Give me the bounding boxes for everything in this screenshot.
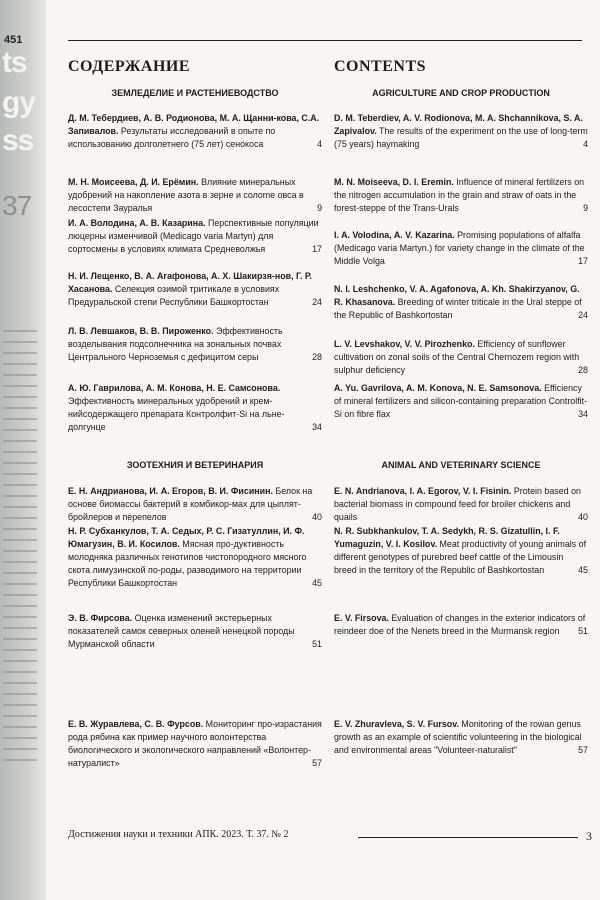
entry-title: Breeding of winter triticale in the Ural steppe of the Republic of Bashkortostan [334,296,582,320]
entry-page: 51 [578,625,588,636]
section-heading-ru: ЗООТЕХНИЯ И ВЕТЕРИНАРИЯ [126,460,264,470]
toc-entry-en[interactable] [334,612,588,638]
entry-authors: M. N. Moiseeva, D. I. Eremin. [334,177,454,187]
entry-authors: E. V. Zhuravleva, S. V. Fursov. [334,719,459,729]
entry-page: 45 [578,564,588,575]
entry-title: The results of the experiment on the use of long-term (75 years) haymaking [334,125,588,149]
entry-authors: I. A. Volodina, A. V. Kazarina. [334,230,455,240]
entry-authors: D. M. Teberdiev, A. V. Rodionova, M. A. Shchannikova, S. A. Zapivalov. [334,113,583,136]
entry-title: Мониторинг про-израстания рода рябина как пример научного волонтерства биологического и экологического направлений «Волонтер-натуралист» [68,719,322,768]
section-heading-ru: ЗЕМЛЕДЕЛИЕ И РАСТЕНИЕВОДСТВО [111,88,279,98]
entry-title: Evaluation of changes in the exterior indicators of reindeer doe of the Nenets breed in the Murmansk region [334,613,586,636]
previous-page-fragment: ts [2,46,27,79]
entry-page: 28 [578,364,588,375]
entry-authors: Н. И. Лещенко, В. А. Агафонова, А. Х. Шакирзя-нов, Г. Р. Хасанова. [68,271,312,294]
section-heading-en: ANIMAL AND VETERINARY SCIENCE [381,460,541,470]
entry-title: Meat productivity of young animals of different genotypes of purebred beef cattle of the Limousin breed in the territory of the Republic of Bashkortostan [334,538,587,575]
entry-page: 17 [312,243,322,254]
entry-authors: И. А. Володина, А. В. Казарина. [68,218,206,228]
toc-entry-ru[interactable] [68,112,322,151]
toc-entry-en[interactable] [334,382,588,421]
entry-authors: Е. Н. Андрианова, И. А. Егоров, В. И. Фисинин. [68,486,273,496]
entry-title: Promising populations of alfalfa (Medicago varia Martyn.) for variety change in the climate of the Middle Volga [334,230,585,266]
entry-page: 4 [317,138,322,149]
entry-title: Эффективность возделывания подсолнечника на зональных почвах Центрального Черноземья с дефицитом серы [68,326,283,362]
entry-page: 17 [578,255,588,266]
entry-title: Эффективность минеральных удобрений и крем-нийсодержащего препарата Контролфит-Si на льне-долгунце [68,395,285,432]
entry-authors: Н. Р. Субханкулов, Т. А. Седых, Р. С. Гизатуллин, И. Ф. Юмагузин, В. И. Косилов. [68,526,305,549]
entry-page: 45 [312,577,322,588]
entry-title: Белок на основе биомассы бактерий в комбикор-мах для цыплят-бройлеров и перепелов [68,486,313,522]
entry-page: 51 [312,638,322,649]
toc-entry-ru[interactable] [68,718,322,770]
entry-authors: Л. В. Левшаков, В. В. Пироженко. [68,326,214,336]
toc-entry-ru[interactable] [68,325,322,364]
top-rule [68,40,582,41]
entry-authors: А. Ю. Гаврилова, А. М. Конова, Н. Е. Самсонова. [68,383,281,393]
toc-entry-en[interactable] [334,283,588,322]
entry-page: 34 [312,421,322,432]
entry-page: 40 [312,511,322,522]
entry-page: 57 [312,757,322,768]
entry-title: Efficiency of sunflower cultivation on zonal soils of the Central Chernozem region with sulphur deficiency [334,339,580,375]
entry-authors: L. V. Levshakov, V. V. Pirozhenko. [334,339,475,349]
entry-authors: E. N. Andrianova, I. A. Egorov, V. I. Fisinin. [334,486,512,496]
entry-title: Оценка изменений экстерьерных показателей самок северных оленей ненецкой породы Мурманской области [68,613,295,649]
toc-entry-en[interactable] [334,229,588,268]
entry-authors: Д. М. Тебердиев, А. В. Родионова, М. А. Щанни-кова, С.А. Запивалов. [68,113,320,136]
entry-page: 34 [578,408,588,419]
entry-title: Мясная про-дуктивность молодняка различных генотипов чистопородного мясного скота лимузинской по-роды, разводимого на территории Республики Башкортостан [68,538,307,588]
toc-entry-en[interactable] [334,176,588,215]
entry-title: Monitoring of the rowan genus growth as an example of scientific volunteering in the biological and environmental areas "Volunteer-naturalist" [334,719,582,755]
previous-page-fragment: ss [2,124,34,157]
entry-authors: A. Yu. Gavrilova, A. M. Konova, N. E. Samsonova. [334,383,542,393]
entry-page: 24 [312,296,322,307]
contents-page [46,0,600,900]
entry-authors: N. R. Subkhankulov, T. A. Sedykh, R. S. Gizatullin, I. F. Yumaguzin, V. I. Kosilov. [334,526,560,549]
toc-entry-en[interactable] [334,485,588,524]
entry-page: 40 [578,511,588,522]
entry-title: Influence of mineral fertilizers on the nitrogen accumulation in the grain and straw of oats in the forest-steppe of the Trans-Urals [334,177,585,213]
previous-page-text-lines [3,330,37,770]
entry-title: Efficiency of mineral fertilizers and silicon-containing preparation Controlfit-Si on fibre flax [334,383,588,419]
heading-en: CONTENTS [334,58,427,75]
entry-page: 57 [578,744,588,755]
journal-footer: Достижения науки и техники АПК. 2023. Т. 37. № 2 [68,829,289,840]
toc-entry-ru[interactable] [68,270,322,309]
toc-entry-en[interactable] [334,718,588,757]
previous-page-fragment: gy [2,86,36,119]
page-number: 3 [586,829,592,843]
heading-ru: СОДЕРЖАНИЕ [68,58,191,75]
entry-authors: N. I. Leshchenko, V. A. Agafonova, A. Kh. Shakirzyanov, G. R. Khasanova. [334,284,580,307]
entry-authors: Э. В. Фирсова. [68,613,133,623]
entry-authors: E. V. Firsova. [334,613,389,623]
entry-authors: М. Н. Моисеева, Д. И. Ерёмин. [68,177,199,187]
entry-title: Protein based on bacterial biomass in compound feed for broiler chickens and quails [334,486,581,522]
toc-entry-en[interactable] [334,525,588,577]
entry-page: 9 [583,202,588,213]
toc-entry-ru[interactable] [68,382,322,434]
previous-page-fragment: 37 [2,190,32,221]
entry-title: Селекция озимой тритикале в условиях Предуральской степи Республики Башкортостан [68,283,280,307]
toc-entry-ru[interactable] [68,176,322,215]
previous-page-number: 451 [4,34,23,46]
bottom-rule [358,837,578,838]
toc-entry-ru[interactable] [68,525,322,590]
entry-title: Влияние минеральных удобрений на накопление азота в зерне и солome овса в лесостепи Зауралья [68,177,304,213]
entry-page: 28 [312,351,322,362]
toc-entry-ru[interactable] [68,612,322,651]
toc-entry-en[interactable] [334,338,588,377]
entry-title: Результаты исследований в опыте по использованию долголетнего (75 лет) сенокоса [68,125,276,149]
entry-page: 24 [578,309,588,320]
previous-page-edge [0,0,46,900]
toc-entry-ru[interactable] [68,485,322,524]
section-heading-en: AGRICULTURE AND CROP PRODUCTION [372,88,550,98]
entry-page: 4 [583,138,588,149]
entry-authors: Е. В. Журавлева, С. В. Фурсов. [68,719,204,729]
entry-title: Перспективные популяции люцерны изменчивой (Medicago varia Martyn) для сортосмены в условиях климата Средневолжья [68,218,319,254]
toc-entry-ru[interactable] [68,217,322,256]
toc-entry-en[interactable] [334,112,588,151]
entry-page: 9 [317,202,322,213]
